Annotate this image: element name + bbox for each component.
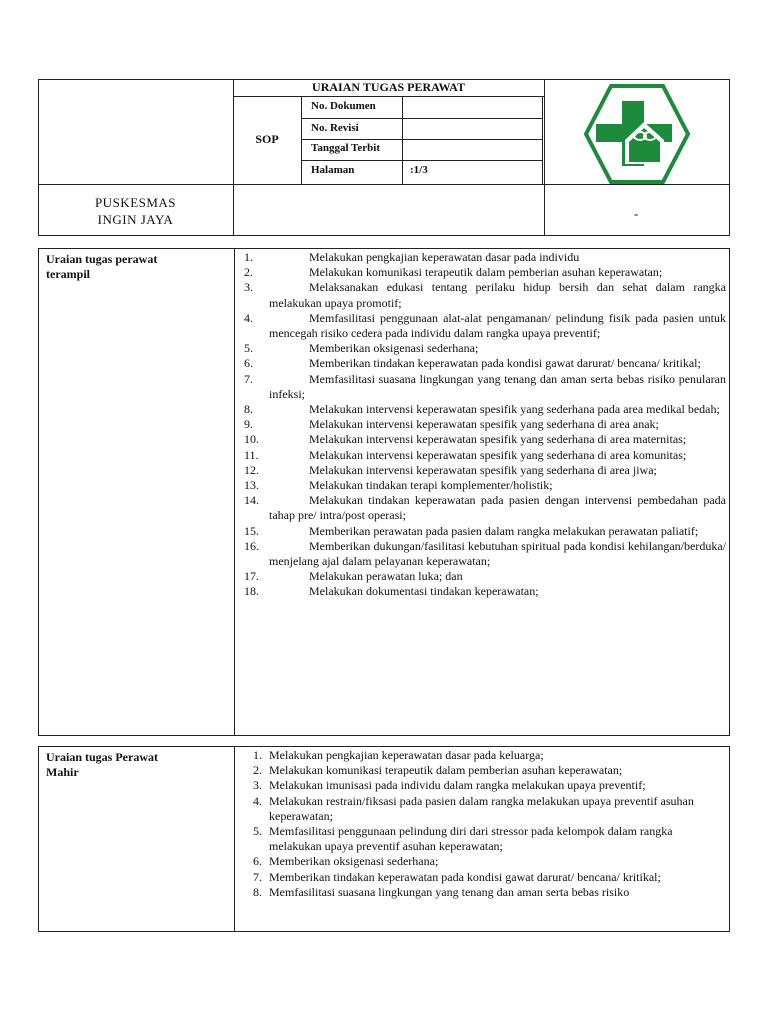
item-text: Memberikan oksigenasi sederhana; [309, 341, 479, 356]
item-text: Melakukan komunikasi terapeutik dalam pemberian asuhan keperawatan; [269, 763, 623, 778]
section1-label-line1: Uraian tugas perawat [46, 252, 158, 266]
list-item [244, 417, 726, 432]
header-divider-left [233, 79, 234, 236]
item-number: 6. [244, 356, 253, 371]
field-label-no-dokumen: No. Dokumen [311, 100, 376, 112]
item-text: Melakukan intervensi keperawatan spesifik yang sederhana di area jiwa; [309, 462, 657, 477]
item-number: 5. [244, 341, 253, 356]
section2-label-line2: Mahir [46, 765, 79, 779]
list-item [244, 463, 726, 478]
document-title: URAIAN TUGAS PERAWAT [312, 80, 465, 94]
item-text: Memberikan tindakan keperawatan pada kondisi gawat darurat/ bencana/ kritikal; [309, 356, 701, 371]
sop-label: SOP [255, 132, 279, 146]
list-item [244, 402, 726, 417]
item-number: 2. [244, 265, 253, 280]
list-item [244, 778, 726, 793]
item-text: Melakukan intervensi keperawatan spesifik yang sederhana di area anak; [309, 417, 659, 432]
list-item [244, 493, 726, 523]
item-text: Melakukan restrain/fiksasi pada pasien dalam rangka melakukan upaya preventif asuhan keperawatan; [269, 793, 694, 823]
item-number: 5. [253, 824, 262, 839]
item-text: Melaksanakan edukasi tentang perilaku hidup bersih dan sehat dalam rangka melakukan upaya promotif; [269, 280, 726, 310]
item-text: Memberikan tindakan keperawatan pada kondisi gawat darurat/ bencana/ kritikal; [269, 869, 661, 884]
item-number: 12. [244, 462, 259, 477]
item-text: Memfasilitasi suasana lingkungan yang tenang dan aman serta bebas risiko penularan infeksi; [269, 371, 726, 401]
list-item [244, 763, 726, 778]
item-number: 9. [244, 417, 253, 432]
item-number: 3. [244, 280, 253, 295]
field-label-halaman: Halaman [311, 164, 355, 176]
section1-label-line2: terampil [46, 267, 90, 281]
list-item [244, 478, 726, 493]
header-middle-line [38, 184, 730, 185]
list-item [244, 870, 726, 885]
field-label-no-revisi: No. Revisi [311, 122, 359, 134]
item-number: 15. [244, 523, 259, 538]
item-number: 4. [253, 793, 262, 808]
title-underline [233, 96, 544, 97]
section2-divider [234, 747, 235, 931]
item-text: Melakukan dokumentasi tindakan keperawatan; [309, 584, 539, 599]
field-row-line-1 [301, 118, 543, 119]
item-number: 13. [244, 478, 259, 493]
item-number: 17. [244, 569, 259, 584]
list-item [244, 265, 726, 280]
item-number: 16. [244, 538, 259, 553]
item-number: 7. [253, 869, 262, 884]
list-item [244, 448, 726, 463]
header-right-mark: - [634, 206, 639, 221]
list-item [244, 569, 726, 584]
item-text: Melakukan intervensi keperawatan spesifik yang sederhana di area komunitas; [309, 447, 687, 462]
item-text: Melakukan tindakan keperawatan pada pasien dengan intervensi pembedahan pada tahap pre/ intra/post operasi; [269, 493, 726, 523]
item-number: 10. [244, 432, 259, 447]
section2-label-line1: Uraian tugas Perawat [46, 750, 158, 764]
list-item [244, 341, 726, 356]
item-number: 11. [244, 447, 259, 462]
section1-task-list [244, 250, 726, 600]
item-text: Melakukan intervensi keperawatan spesifik yang sederhana di area maternitas; [309, 432, 687, 447]
item-text: Melakukan imunisasi pada individu dalam rangka melakukan upaya preventif; [269, 778, 646, 793]
item-number: 8. [244, 402, 253, 417]
list-item [244, 885, 726, 900]
list-item [244, 250, 726, 265]
section-perawat-mahir [38, 746, 730, 932]
list-item [244, 524, 726, 539]
field-row-line-3 [301, 160, 543, 161]
section2-label [46, 750, 231, 780]
field-value-divider [402, 96, 403, 184]
list-item [244, 794, 726, 824]
org-name-line1: PUSKESMAS [94, 195, 177, 210]
section2-task-list [244, 748, 726, 900]
list-item [244, 748, 726, 763]
list-item [244, 432, 726, 447]
item-text: Memberikan perawatan pada pasien dalam rangka melakukan perawatan paliatif; [309, 523, 699, 538]
list-item [244, 372, 726, 402]
list-item [244, 356, 726, 371]
section-perawat-terampil [38, 248, 730, 736]
item-number: 6. [253, 854, 262, 869]
list-item [244, 311, 726, 341]
section1-divider [234, 249, 235, 735]
header-divider-right [544, 79, 545, 236]
item-text: Memfasilitasi suasana lingkungan yang tenang dan aman serta bebas risiko [269, 884, 630, 899]
item-number: 1. [253, 748, 262, 762]
field-row-line-2 [301, 139, 543, 140]
list-item [244, 539, 726, 569]
item-text: Memberikan dukungan/fasilitasi kebutuhan spiritual pada kondisi kehilangan/berduka/ menjelang ajal dalam pelayanan keperawatan; [269, 538, 726, 569]
puskesmas-logo-icon [584, 84, 690, 184]
item-text: Melakukan komunikasi terapeutik dalam pemberian asuhan keperawatan; [309, 265, 663, 280]
item-text: Melakukan pengkajian keperawatan dasar pada individu [309, 250, 580, 264]
section1-label [46, 252, 231, 282]
item-number: 1. [244, 250, 253, 264]
item-number: 14. [244, 493, 259, 508]
list-item [244, 854, 726, 869]
item-text: Melakukan pengkajian keperawatan dasar pada keluarga; [269, 748, 544, 762]
item-number: 8. [253, 884, 262, 899]
field-label-tanggal-terbit: Tanggal Terbit [311, 142, 380, 154]
item-number: 3. [253, 778, 262, 793]
item-number: 18. [244, 584, 259, 599]
item-number: 2. [253, 763, 262, 778]
item-number: 7. [244, 371, 253, 386]
field-value-halaman: :1/3 [410, 164, 428, 176]
item-text: Memfasilitasi penggunaan alat-alat pengamanan/ pelindung fisik pada pasien untuk mencegah risiko cedera pada individu dalam rangka upaya preventif; [269, 310, 726, 341]
list-item [244, 824, 726, 854]
item-number: 4. [244, 310, 253, 325]
list-item [244, 584, 726, 599]
list-item [244, 280, 726, 310]
item-text: Melakukan perawatan luka; dan [309, 569, 463, 584]
field-right-border [542, 96, 543, 184]
field-label-divider [301, 96, 302, 184]
item-text: Memfasilitasi penggunaan pelindung diri dari stressor pada kelompok dalam rangka melakukan upaya preventif asuhan keperawatan; [269, 824, 673, 854]
item-text: Memberikan oksigenasi sederhana; [269, 854, 439, 869]
item-text: Melakukan intervensi keperawatan spesifik yang sederhana pada area medikal bedah; [309, 402, 720, 417]
org-name-line2: INGIN JAYA [97, 212, 174, 227]
item-text: Melakukan tindakan terapi komplementer/holistik; [309, 478, 553, 493]
